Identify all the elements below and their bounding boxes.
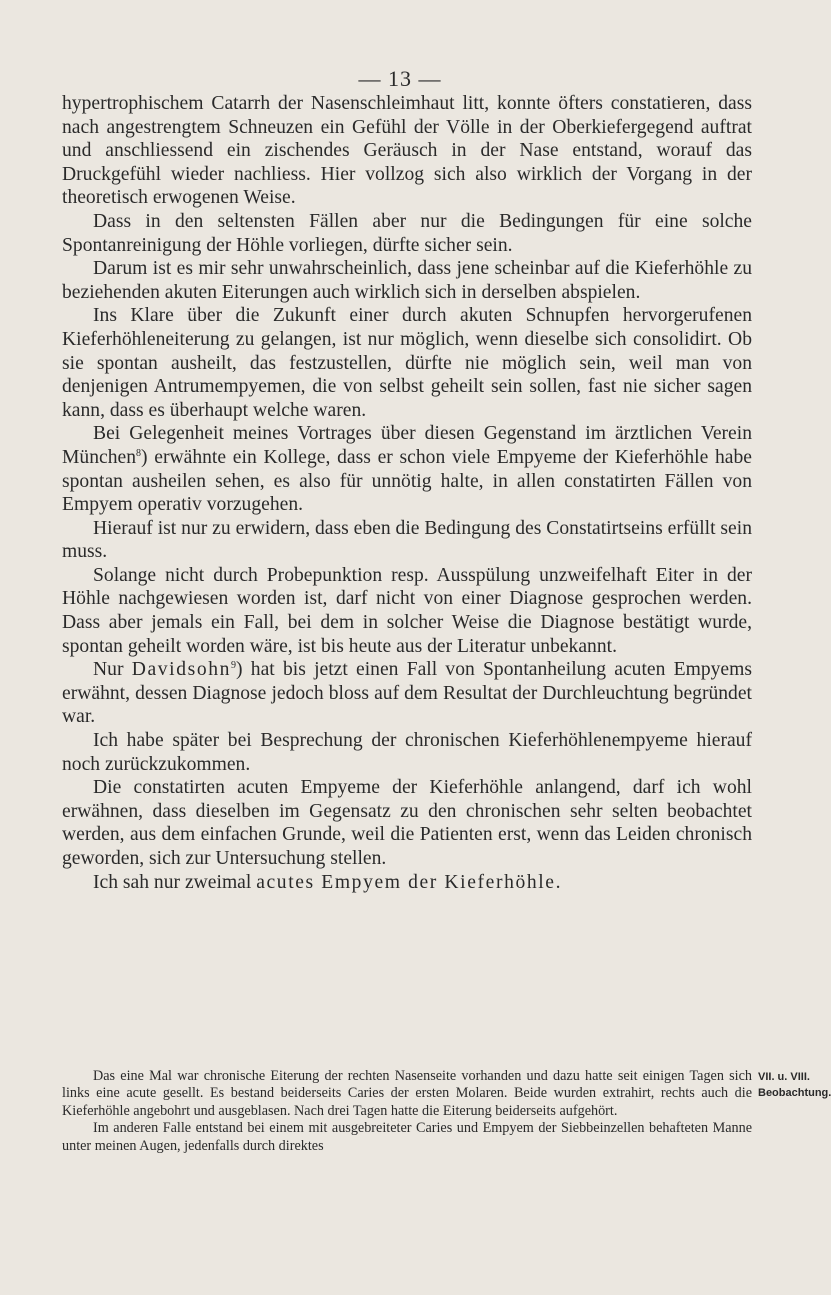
footnote-ref: 8 (136, 447, 142, 459)
paragraph: Dass in den seltensten Fällen aber nur die Bedingungen für eine solche Spontanreinigung der Höhle vorliegen, dürfte sicher sein. (62, 210, 752, 256)
paragraph: hypertrophischem Catarrh der Nasenschleimhaut litt, konnte öfters constatieren, dass nach angestrengtem Schneuzen ein Gefühl der Völle in der Oberkiefergegend auftrat und anschliessend ein zischendes Geräusch in der Nase entstand, worauf das Druckgefühl wieder nachliess. Hier vollzog sich also wirklich der Vorgang in der theoretisch erwogenen Weise. (62, 93, 752, 209)
margin-note-line: Beobachtung. (758, 1087, 831, 1099)
margin-note (758, 1069, 831, 1101)
paragraph-text: ) hat bis jetzt einen Fall von Spontanheilung acuten Empyems erwähnt, dessen Diagnose jedoch bloss auf dem Resultat der Durchleuchtung begründet war. (62, 659, 752, 728)
paragraph: Ins Klare über die Zukunft einer durch akuten Schnupfen hervorgerufenen Kieferhöhleneiterung zu gelangen, ist nur möglich, wenn dieselbe sich consolidirt. Ob sie spontan ausheilt, das festzustellen, dürfte nie möglich sein, weil man von denjenigen Antrumempyemen, die von selbst geheilt sein sollen, fast nie sicher sagen kann, dass es überhaupt welche waren. (62, 305, 752, 421)
paragraph: Hierauf ist nur zu erwidern, dass eben die Bedingung des Constatirtseins erfüllt sein muss. (62, 517, 752, 563)
case-paragraph: Das eine Mal war chronische Eiterung der rechten Nasenseite vorhanden und dazu hatte seit einigen Tagen sich links eine acute gesellt. Es bestand beiderseits Caries der ersten Molaren. Beide wurden extrahirt, rechts auch die Kieferhöhle angebohrt und ausgeblasen. Nach drei Tagen hatte die Eiterung beiderseits aufgehört. (62, 1068, 752, 1119)
footnote-ref: 9 (231, 660, 237, 672)
paragraph-text: . (555, 871, 561, 893)
body-text (62, 92, 752, 894)
paragraph: Solange nicht durch Probepunktion resp. Ausspülung unzweifelhaft Eiter in der Höhle nachgewiesen worden ist, darf nicht von einer Diagnose gesprochen werden. Dass aber jemals ein Fall, bei dem in solcher Weise die Diagnose bestätigt wurde, spontan geheilt worden wäre, ist bis heute aus der Literatur unbekannt. (62, 564, 752, 657)
author-name: Davidsohn (131, 659, 232, 681)
paragraph-text: ) erwähnte ein Kollege, dass er schon viele Empyeme der Kieferhöhle habe spontan ausheilen sehen, es also für unnötig halte, in allen constatirten Fällen von Empyem operativ vorzugehen. (62, 446, 752, 516)
paragraph (62, 658, 752, 729)
paragraph-text: Nur (93, 659, 132, 681)
paragraph-text: Ich sah nur zweimal (93, 871, 257, 893)
paragraph (62, 871, 752, 895)
case-paragraph: Im anderen Falle entstand bei einem mit ausgebreiteter Caries und Empyem der Siebbeinzellen behafteten Manne unter meinen Augen, jedenfalls durch direktes (62, 1120, 752, 1154)
margin-note-line: VII. u. VIII. (758, 1071, 810, 1083)
paragraph: Darum ist es mir sehr unwahrscheinlich, dass jene scheinbar auf die Kieferhöhle zu beziehenden akuten Eiterungen auch wirklich sich in derselben abspielen. (62, 258, 752, 303)
paragraph (62, 422, 752, 516)
emphasized-heading: acutes Empyem der Kieferhöhle (256, 871, 556, 893)
case-report (62, 1068, 752, 1155)
paragraph: Die constatirten acuten Empyeme der Kieferhöhle anlangend, darf ich wohl erwähnen, dass dieselben im Gegensatz zu den chronischen sehr selten beobachtet werden, aus dem einfachen Grunde, weil die Patienten erst, wenn das Leiden chronisch geworden, sich zur Untersuchung stellen. (62, 777, 752, 869)
paragraph: Ich habe später bei Besprechung der chronischen Kieferhöhlenempyeme hierauf noch zurückzukommen. (62, 730, 752, 775)
paragraph-text: Bei Gelegenheit meines Vortrages über diesen Gegenstand im ärztlichen Verein München (62, 423, 752, 468)
page-number: — 13 — (358, 66, 442, 91)
